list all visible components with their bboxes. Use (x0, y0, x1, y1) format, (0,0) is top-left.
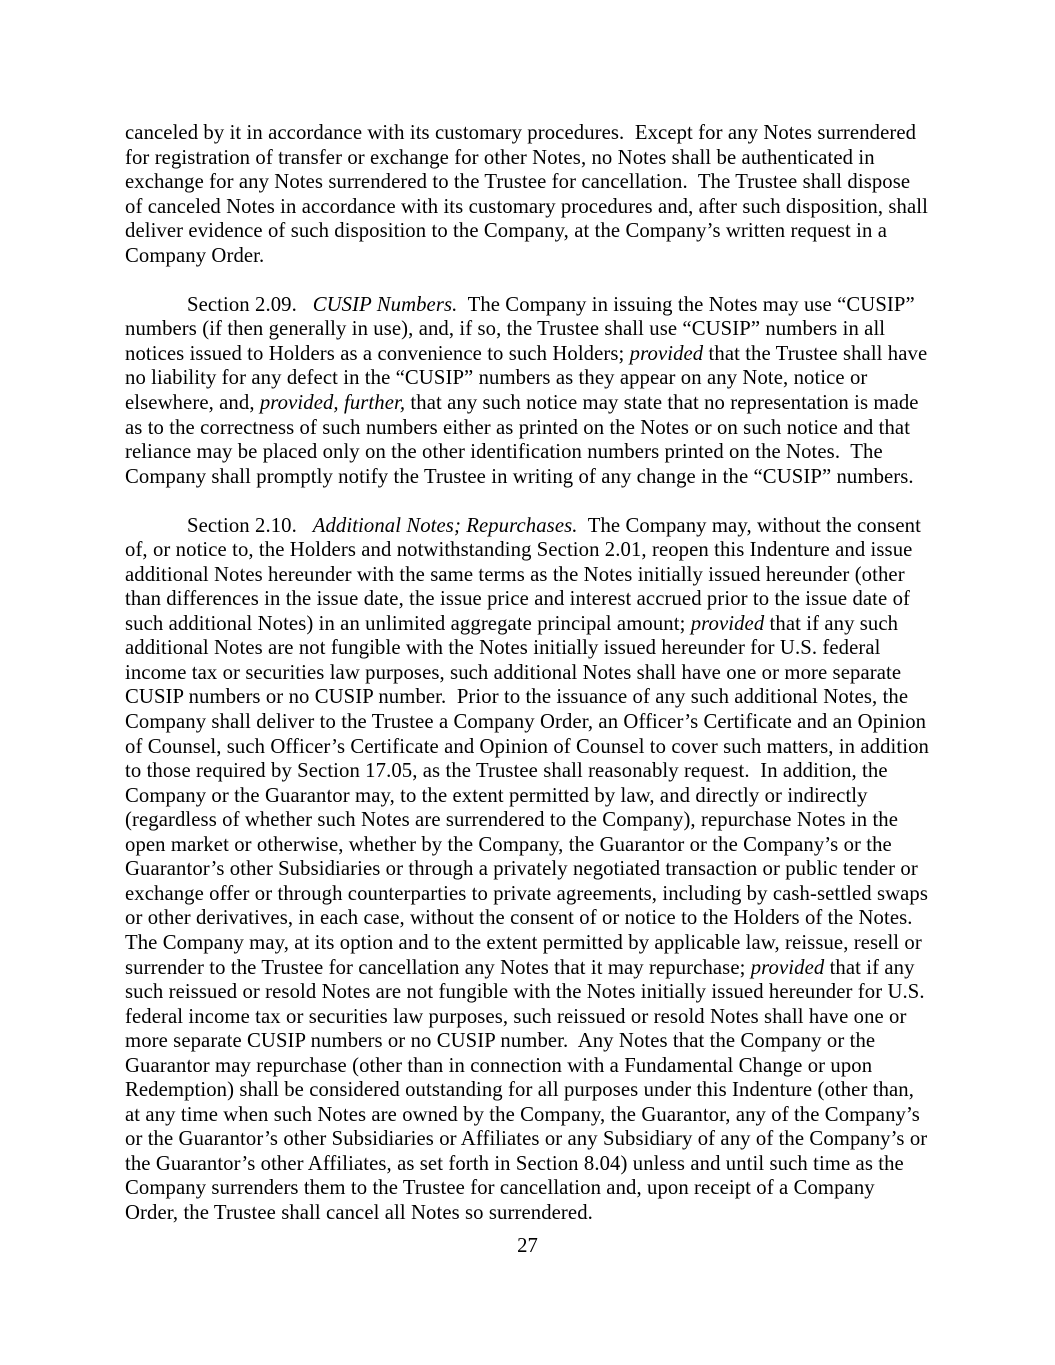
paragraph (125, 514, 935, 1226)
italic-text-run: provided (629, 342, 704, 365)
text-run: that if any such additional Notes are not fungible with the Notes initially issued hereunder for U.S. federal income tax or securities law purposes, such additional Notes shall have one or more separate CUSIP numbers or no CUSIP number. Prior to the issuance of any such additional Notes, the Company shall deliver to the Trustee a Company Order, an Officer’s Certificate and an Opinion of Counsel, such Officer’s Certificate and Opinion of Counsel to cover such matters, in addition to those required by Section 17.05, as the Trustee shall reasonably request. In addition, the Company or the Guarantor may, to the extent permitted by law, and directly or indirectly (regardless of whether such Notes are surrendered to the Company), repurchase Notes in the open market or otherwise, whether by the Company, the Guarantor or the Company’s or the Guarantor’s other Subsidiaries or through a privately negotiated transaction or public tender or exchange offer or through counterparties to private agreements, including by cash-settled swaps or other derivatives, in each case, without the consent of or notice to the Holders of the Notes. The Company may, at its option and to the extent permitted by applicable law, reissue, resell or surrender to the Trustee for cancellation any Notes that it may repurchase; (125, 612, 935, 979)
paragraph (125, 121, 932, 268)
text-run: Section 2.09. (187, 293, 313, 316)
page-number: 27 (517, 1235, 538, 1257)
text-run: The Company in issuing the Notes may use “CUSIP” numbers (if then generally in use), and, if so, the Trustee shall use “CUSIP” numbers in all notices issued to Holders as a convenience to such Holders; (125, 293, 921, 365)
italic-text-run: provided (750, 956, 825, 979)
text-run: canceled by it in accordance with its customary procedures. Except for any Notes surrendered for registration of transfer or exchange for other Notes, no Notes shall be authenticated in exchange for any Notes surrendered to the Trustee for cancellation. The Trustee shall dispose of canceled Notes in accordance with its customary procedures and, after such disposition, shall deliver evidence of such disposition to the Company, at the Company’s written request in a Company Order. (125, 122, 934, 267)
italic-text-run: CUSIP Numbers. (312, 293, 458, 316)
italic-text-run: provided (690, 612, 765, 635)
text-run: The Company may, without the consent of, or notice to, the Holders and notwithstanding Section 2.01, reopen this Indenture and issue additional Notes hereunder with the same terms as the Notes initially issued hereunder (other than differences in the issue date, the issue price and interest accrued prior to the issue date of such additional Notes) in an unlimited aggregate principal amount; (125, 514, 927, 635)
text-run: that if any such reissued or resold Notes are not fungible with the Notes initially issued hereunder for U.S. federal income tax or securities law purposes, such reissued or resold Notes shall have one or more separate CUSIP numbers or no CUSIP number. Any Notes that the Company or the Guarantor may repurchase (other than in connection with a Fundamental Change or upon Redemption) shall be considered outstanding for all purposes under this Indenture (other than, at any time when such Notes are owned by the Company, the Guarantor, any of the Company’s or the Guarantor’s other Subsidiaries or Affiliates or any Subsidiary of any of the Company’s or the Guarantor’s other Affiliates, as set forth in Section 8.04) unless and until such time as the Company surrenders them to the Trustee for cancellation and, upon receipt of a Company Order, the Trustee shall cancel all Notes so surrendered. (125, 956, 933, 1224)
italic-text-run: provided, further, (259, 391, 406, 414)
paragraph (125, 293, 932, 489)
text-run: that the Trustee shall have no liability for any defect in the “CUSIP” numbers as they appear on any Note, notice or elsewhere, and, (125, 342, 933, 414)
italic-text-run: Additional Notes; Repurchases. (312, 514, 578, 537)
page-body (125, 121, 935, 1226)
text-run: that any such notice may state that no representation is made as to the correctness of such numbers either as printed on the Notes or on such notice and that reliance may be placed only on the other identification numbers printed on the Notes. The Company shall promptly notify the Trustee in writing of any change in the “CUSIP” numbers. (125, 391, 924, 488)
text-run: Section 2.10. (187, 514, 313, 537)
